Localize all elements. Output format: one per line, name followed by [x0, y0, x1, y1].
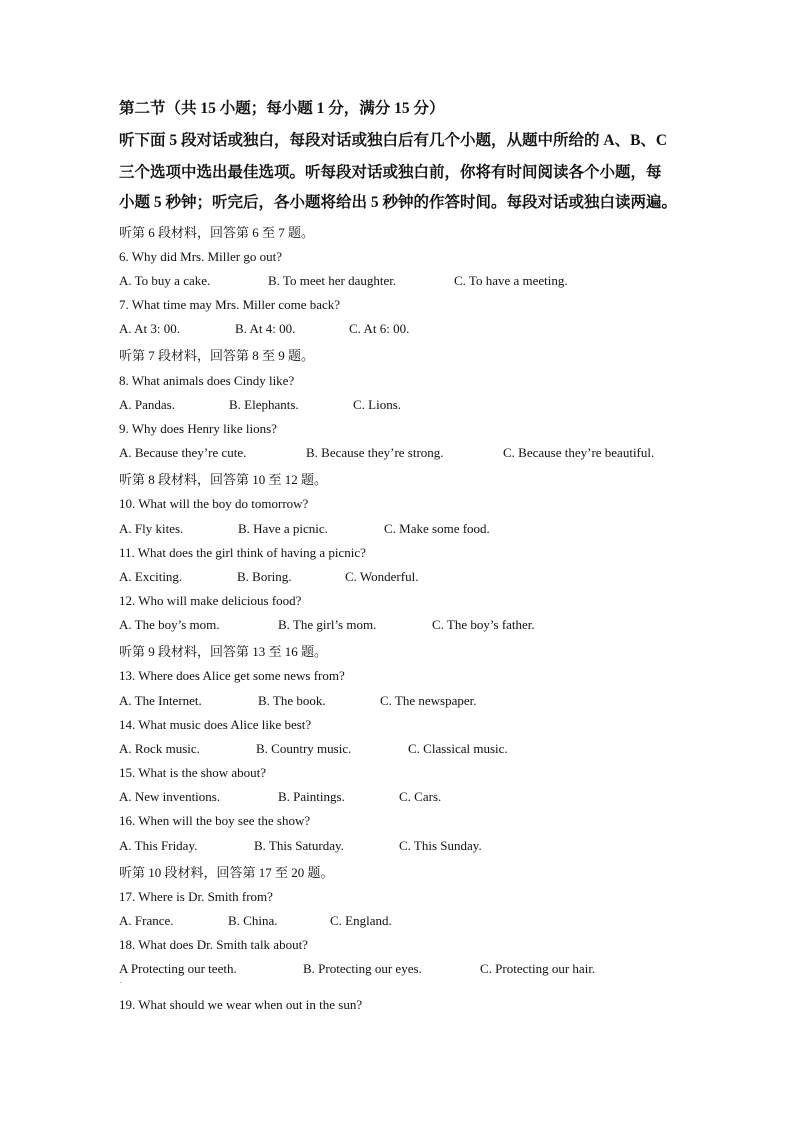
q9-option-b: B. Because they’re strong. [306, 445, 444, 460]
question-18: 18. What does Dr. Smith talk about? [119, 937, 308, 952]
q11-option-b: B. Boring. [237, 569, 292, 584]
q17-option-a: A. France. [119, 913, 174, 928]
material-heading-6: 听第 6 段材料，回答第 6 至 7 题。 [119, 225, 315, 240]
question-19: 19. What should we wear when out in the sun? [119, 997, 363, 1012]
question-6: 6. Why did Mrs. Miller go out? [119, 249, 282, 264]
question-16: 16. When will the boy see the show? [119, 813, 311, 828]
question-7: 7. What time may Mrs. Miller come back? [119, 297, 341, 312]
q8-option-a: A. Pandas. [119, 397, 175, 412]
q10-option-b: B. Have a picnic. [238, 521, 328, 536]
section-title: 第二节（共 15 小题；每小题 1 分，满分 15 分） [119, 100, 445, 117]
q18-option-a: A Protecting our teeth. [119, 961, 237, 976]
q10-option-a: A. Fly kites. [119, 521, 184, 536]
q16-option-c: C. This Sunday. [399, 838, 482, 853]
q9-option-a: A. Because they’re cute. [119, 445, 247, 460]
q18-option-b: B. Protecting our eyes. [303, 961, 422, 976]
q7-option-c: C. At 6: 00. [349, 321, 410, 336]
q10-option-c: C. Make some food. [384, 521, 490, 536]
q16-option-a: A. This Friday. [119, 838, 198, 853]
question-9: 9. Why does Henry like lions? [119, 421, 277, 436]
q8-option-b: B. Elephants. [229, 397, 299, 412]
q17-option-c: C. England. [330, 913, 392, 928]
question-12: 12. Who will make delicious food? [119, 593, 302, 608]
q12-option-c: C. The boy’s father. [432, 617, 535, 632]
q15-option-c: C. Cars. [399, 789, 442, 804]
question-11: 11. What does the girl think of having a picnic? [119, 545, 366, 560]
question-13: 13. Where does Alice get some news from? [119, 668, 345, 683]
question-15: 15. What is the show about? [119, 765, 267, 780]
material-heading-9: 听第 9 段材料，回答第 13 至 16 题。 [119, 644, 328, 659]
q6-option-a: A. To buy a cake. [119, 273, 211, 288]
q13-option-a: A. The Internet. [119, 693, 202, 708]
question-8: 8. What animals does Cindy like? [119, 373, 295, 388]
q6-option-b: B. To meet her daughter. [268, 273, 397, 288]
q7-option-a: A. At 3: 00. [119, 321, 181, 336]
q8-option-c: C. Lions. [353, 397, 402, 412]
question-10: 10. What will the boy do tomorrow? [119, 496, 309, 511]
stray-mark: . [120, 976, 122, 985]
question-14: 14. What music does Alice like best? [119, 717, 312, 732]
q7-option-b: B. At 4: 00. [235, 321, 296, 336]
q12-option-a: A. The boy’s mom. [119, 617, 220, 632]
material-heading-8: 听第 8 段材料，回答第 10 至 12 题。 [119, 472, 328, 487]
q18-option-c: C. Protecting our hair. [480, 961, 596, 976]
instruction-line-1: 听下面 5 段对话或独白，每段对话或独白后有几个小题，从题中所给的 A、B、C [119, 132, 668, 149]
q14-option-a: A. Rock music. [119, 741, 200, 756]
instruction-line-2: 三个选项中选出最佳选项。听每段对话或独白前，你将有时间阅读各个小题，每 [119, 164, 662, 181]
material-heading-10: 听第 10 段材料，回答第 17 至 20 题。 [119, 865, 334, 880]
q17-option-b: B. China. [228, 913, 278, 928]
q16-option-b: B. This Saturday. [254, 838, 344, 853]
q9-option-c: C. Because they’re beautiful. [503, 445, 655, 460]
q13-option-c: C. The newspaper. [380, 693, 477, 708]
question-17: 17. Where is Dr. Smith from? [119, 889, 273, 904]
material-heading-7: 听第 7 段材料，回答第 8 至 9 题。 [119, 348, 315, 363]
q13-option-b: B. The book. [258, 693, 326, 708]
q11-option-c: C. Wonderful. [345, 569, 419, 584]
q6-option-c: C. To have a meeting. [454, 273, 568, 288]
q12-option-b: B. The girl’s mom. [278, 617, 377, 632]
q15-option-a: A. New inventions. [119, 789, 221, 804]
q11-option-a: A. Exciting. [119, 569, 183, 584]
instruction-line-3: 小题 5 秒钟；听完后，各小题将给出 5 秒钟的作答时间。每段对话或独白读两遍。 [119, 194, 678, 211]
q15-option-b: B. Paintings. [278, 789, 345, 804]
q14-option-c: C. Classical music. [408, 741, 508, 756]
q14-option-b: B. Country music. [256, 741, 352, 756]
